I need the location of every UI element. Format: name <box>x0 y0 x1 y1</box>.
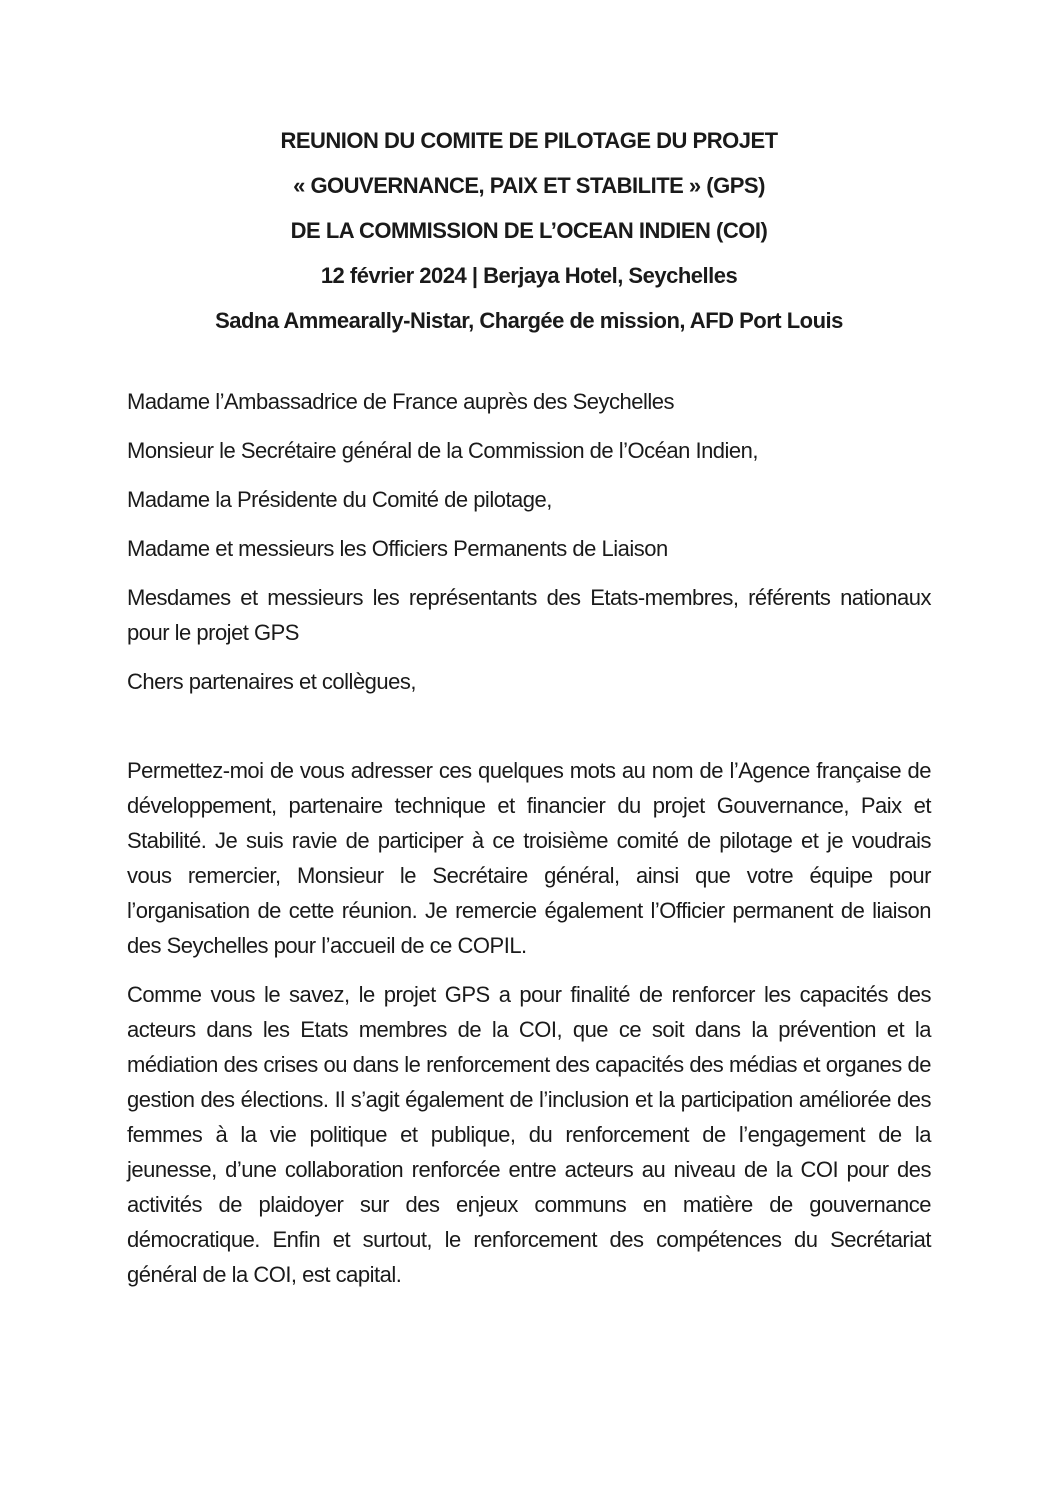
salutation-line: Monsieur le Secrétaire général de la Commission de l’Océan Indien, <box>127 438 759 463</box>
salutation-line: Madame l’Ambassadrice de France auprès des Seychelles <box>127 389 675 414</box>
salutation-line: Mesdames et messieurs les représentants des Etats-membres, référents nationaux pour le projet GPS <box>127 585 931 645</box>
title-line-3: DE LA COMMISSION DE L’OCEAN INDIEN (COI) <box>290 218 768 243</box>
title-line-1: REUNION DU COMITE DE PILOTAGE DU PROJET <box>280 128 778 153</box>
document-header <box>127 123 931 338</box>
title-line-2: « GOUVERNANCE, PAIX ET STABILITE » (GPS) <box>293 173 765 198</box>
salutation-line: Madame et messieurs les Officiers Permanents de Liaison <box>127 536 668 561</box>
body-paragraph: Comme vous le savez, le projet GPS a pour finalité de renforcer les capacités des acteurs dans les Etats membres de la COI, que ce soit dans la prévention et la médiation des crises ou dans le renforcement des capacités des médias et organes de gestion des élections. Il s’agit également de l’inclusion et la participation améliorée des femmes à la vie politique et publique, du renforcement de l’engagement de la jeunesse, d’une collaboration renforcée entre acteurs au niveau de la COI pour des activités de plaidoyer sur des enjeux communs en matière de gouvernance démocratique. Enfin et surtout, le renforcement des compétences du Secrétariat général de la COI, est capital. <box>127 982 931 1287</box>
salutations-section <box>127 384 931 699</box>
title-line-date-location: 12 février 2024 | Berjaya Hotel, Seychelles <box>320 263 738 288</box>
salutation-line: Chers partenaires et collègues, <box>127 669 416 694</box>
title-line-author: Sadna Ammearally-Nistar, Chargée de mission, AFD Port Louis <box>215 308 843 333</box>
body-paragraph: Permettez-moi de vous adresser ces quelques mots au nom de l’Agence française de développement, partenaire technique et financier du projet Gouvernance, Paix et Stabilité. Je suis ravie de participer à ce troisième comité de pilotage et je voudrais vous remercier, Monsieur le Secrétaire général, ainsi que votre équipe pour l’organisation de cette réunion. Je remercie également l’Officier permanent de liaison des Seychelles pour l’accueil de ce COPIL. <box>127 758 931 958</box>
body-section <box>127 753 931 1292</box>
salutation-line: Madame la Présidente du Comité de pilotage, <box>127 487 552 512</box>
